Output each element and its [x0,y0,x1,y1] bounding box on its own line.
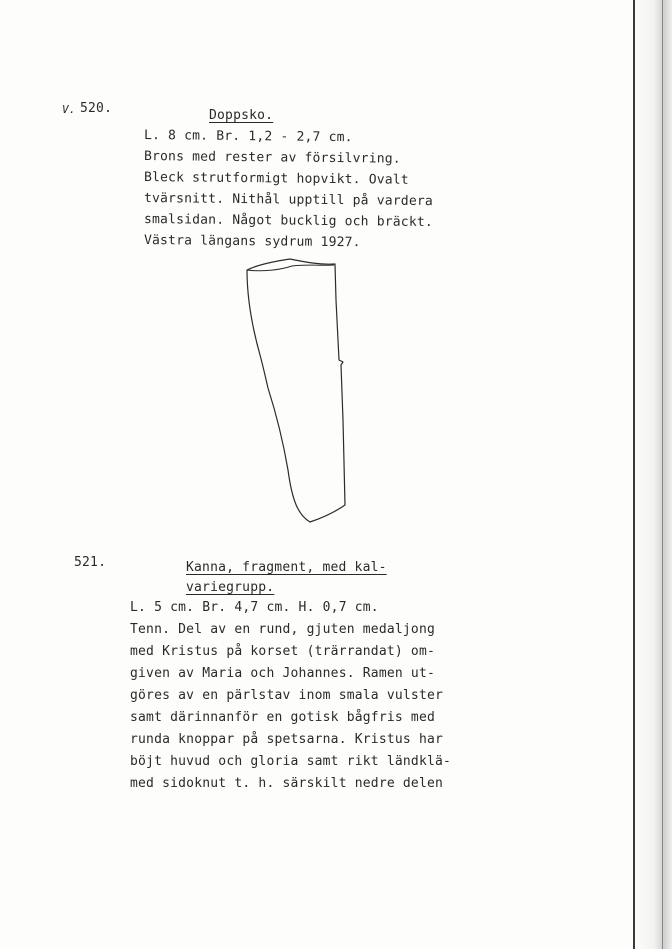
entry-title-521-line-2: variegrupp. [186,580,275,595]
entry-title-521-line-1: Kanna, fragment, med kal- [186,560,387,575]
entry-title-520: Doppsko. [209,108,274,123]
entry-520-line-2: Brons med rester av försilvring. [143,149,401,167]
entry-520-line-5: smalsidan. Något bucklig och bräckt. [143,212,434,231]
entry-number-521: 521. [74,555,107,570]
entry-521-line-7: runda knoppar på spetsarna. Kristus har [130,732,444,747]
entry-520-line-3: Bleck strutformigt hopvikt. Ovalt [143,170,409,188]
margin-check-mark: V. [62,103,76,116]
entry-520-line-1: L. 8 cm. Br. 1,2 - 2,7 cm. [143,128,353,146]
entry-number-520: 520. [80,101,113,116]
entry-521-line-9: med sidoknut t. h. särskilt nedre delen [130,776,444,791]
entry-521-line-1: L. 5 cm. Br. 4,7 cm. H. 0,7 cm. [130,600,379,615]
entry-521-line-2: Tenn. Del av en rund, gjuten medaljong [130,622,436,637]
entry-520-line-4: tvärsnitt. Nithål upptill på vardera [143,191,434,210]
entry-521-line-4: given av Maria och Johannes. Ramen ut- [130,666,436,681]
entry-521-line-8: böjt huvud och gloria samt rikt ländklä- [130,754,452,769]
entry-521-line-6: samt därinnanför en gotisk bågfris med [130,710,436,725]
entry-520-line-6: Västra längans sydrum 1927. [143,233,361,251]
entry-521-line-3: med Kristus på korset (trärrandat) om- [130,644,436,659]
entry-521-line-5: göres av en pärlstav inom smala vulster [130,688,444,703]
